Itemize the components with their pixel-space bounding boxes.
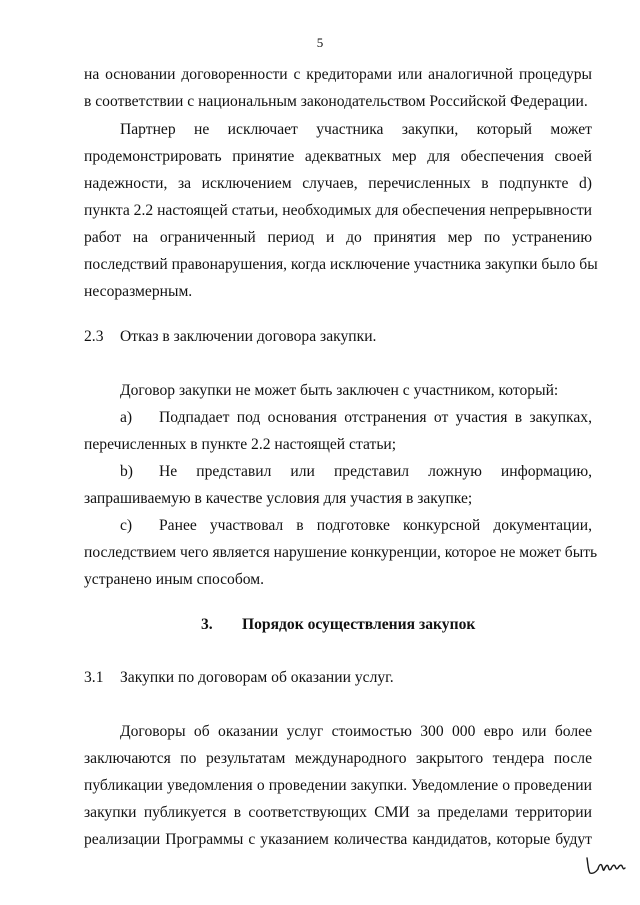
text-line: Договоры об оказании услуг стоимостью 300 000 евро или более: [120, 723, 592, 740]
section-number: 2.3: [84, 328, 104, 345]
text-line: устранено иным способом.: [84, 571, 265, 588]
text-line: публикации уведомления о проведении закупки. Уведомление о проведении: [84, 777, 592, 794]
text-line: пункта 2.2 настоящей статьи, необходимых для обеспечения непрерывности: [84, 202, 593, 219]
section-3-title: Порядок осуществления закупок: [242, 616, 476, 633]
text-line: перечисленных в пункте 2.2 настоящей статьи;: [84, 436, 397, 453]
text-line: в соответствии с национальным законодательством Российской Федерации.: [84, 93, 588, 110]
section-title: Отказ в заключении договора закупки.: [120, 328, 377, 345]
text-line: работ на ограниченный период и до принятия мер по устранению: [84, 229, 592, 246]
text-line: заключаются по результатам международного закрытого тендера после: [84, 750, 592, 767]
text-line: на основании договоренности с кредиторами или аналогичной процедуры: [84, 66, 592, 83]
page-number: 5: [316, 35, 324, 50]
list-marker: b): [120, 463, 133, 480]
text-line: Партнер не исключает участника закупки, который может: [120, 121, 592, 138]
section-number: 3.1: [84, 669, 104, 686]
text-line: продемонстрировать принятие адекватных мер для обеспечения своей: [84, 148, 592, 165]
text-line: последствий правонарушения, когда исключение участника закупки было бы: [84, 256, 598, 273]
section-3-number: 3.: [201, 616, 213, 633]
text-line: последствием чего является нарушение конкуренции, которое не может быть: [84, 544, 598, 561]
list-marker: a): [120, 409, 133, 426]
text-line: Договор закупки не может быть заключен с участником, который:: [120, 382, 559, 399]
list-item-text: Не представил или представил ложную информацию,: [159, 463, 592, 480]
list-marker: c): [120, 517, 133, 534]
text-line: несоразмерным.: [84, 283, 193, 300]
handwritten-initials: [584, 852, 626, 878]
text-line: запрашиваемую в качестве условия для участия в закупке;: [84, 490, 473, 507]
text-line: надежности, за исключением случаев, перечисленных в подпункте d): [84, 175, 592, 192]
section-title: Закупки по договорам об оказании услуг.: [120, 669, 394, 686]
text-line: реализации Программы с указанием количества кандидатов, которые будут: [84, 831, 592, 848]
text-line: закупки публикуется в соответствующих СМИ за пределами территории: [84, 804, 592, 821]
list-item-text: Ранее участвовал в подготовке конкурсной документации,: [159, 517, 592, 534]
list-item-text: Подпадает под основания отстранения от участия в закупках,: [159, 409, 592, 426]
